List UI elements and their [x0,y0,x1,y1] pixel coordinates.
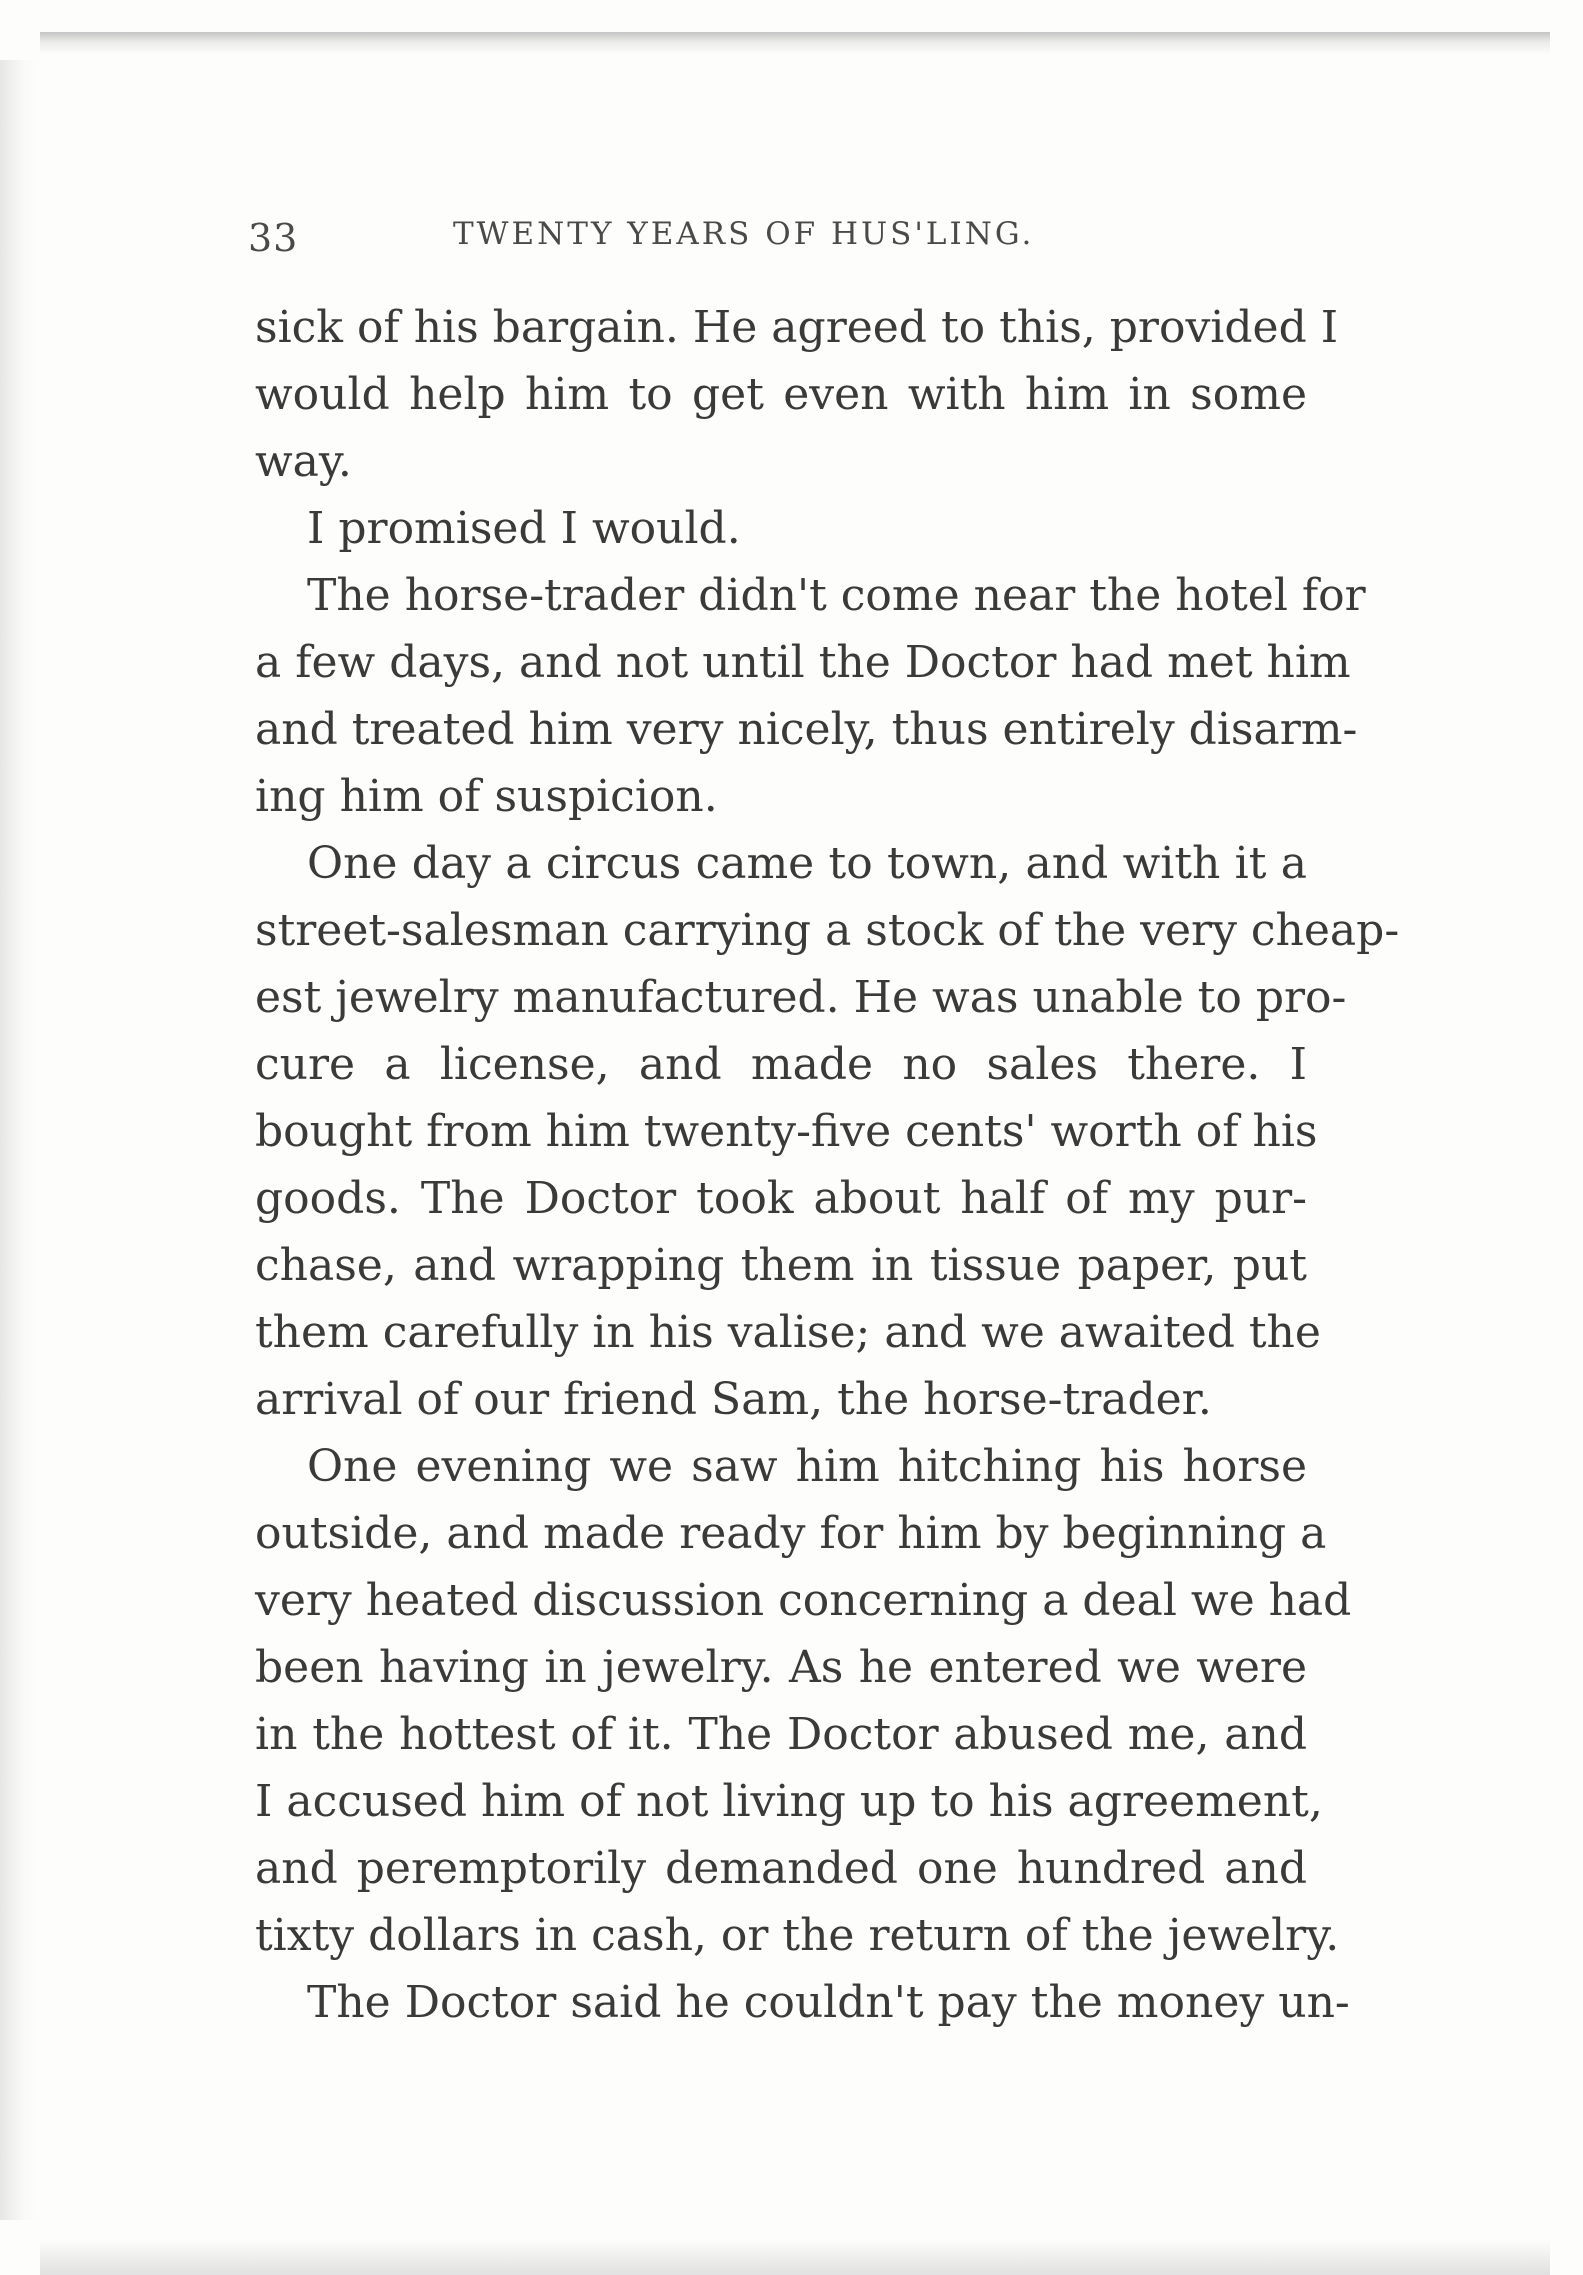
text-line: cure a license, and made no sales there. I [255,1039,1307,1090]
text-line: them carefully in his valise; and we awaited the [255,1307,1321,1358]
running-head: TWENTY YEARS OF HUS'LING. [453,216,1035,252]
text-line: been having in jewelry. As he entered we were [255,1642,1307,1693]
text-line: in the hottest of it. The Doctor abused me, and [255,1709,1307,1760]
text-line: sick of his bargain. He agreed to this, provided I [255,302,1339,353]
scan-top-edge [40,32,1550,54]
text-line: and peremptorily demanded one hundred and [255,1843,1307,1894]
text-line: outside, and made ready for him by beginning a [255,1508,1327,1559]
text-line: est jewelry manufactured. He was unable to pro- [255,972,1347,1023]
scan-bottom-edge [40,2240,1550,2275]
text-line: very heated discussion concerning a deal we had [255,1575,1352,1626]
text-line: bought from him twenty-five cents' worth of his [255,1106,1318,1157]
text-line: ing him of suspicion. [255,771,718,822]
text-line: would help him to get even with him in some [255,369,1307,420]
text-line: The horse-trader didn't come near the hotel for [307,570,1366,621]
text-line: a few days, and not until the Doctor had met him [255,637,1351,688]
text-line: and treated him very nicely, thus entirely disarm- [255,704,1358,755]
text-line: goods. The Doctor took about half of my pur- [255,1173,1307,1224]
text-line: street-salesman carrying a stock of the very cheap- [255,905,1400,956]
text-line: way. [255,436,352,487]
scan-left-edge [0,60,40,2220]
text-line: I promised I would. [307,503,741,554]
text-line: One day a circus came to town, and with it a [307,838,1307,889]
text-line: I accused him of not living up to his agreement, [255,1776,1323,1827]
page-header [248,210,1148,270]
text-line: tixty dollars in cash, or the return of the jewelry. [255,1910,1340,1961]
text-line: The Doctor said he couldn't pay the money un- [307,1977,1350,2028]
text-line: arrival of our friend Sam, the horse-trader. [255,1374,1212,1425]
page-number: 33 [248,216,299,260]
text-line: One evening we saw him hitching his horse [307,1441,1307,1492]
text-line: chase, and wrapping them in tissue paper, put [255,1240,1307,1291]
